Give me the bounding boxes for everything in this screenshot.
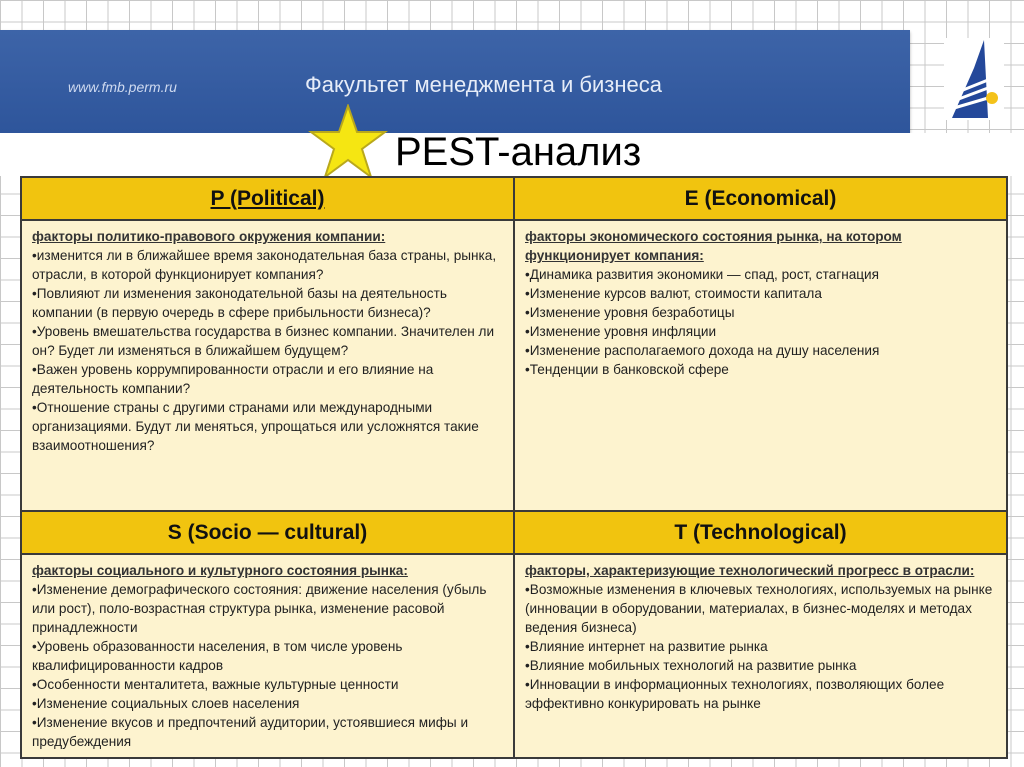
socio-cultural-heading <box>21 511 514 554</box>
list-item: •Тенденции в банковской сфере <box>525 362 729 377</box>
star-icon <box>308 104 388 180</box>
faculty-name: Факультет менеджмента и бизнеса <box>305 72 662 97</box>
page-title: PEST-анализ <box>395 130 642 174</box>
political-lead: факторы политико-правового окружения компании: <box>32 229 386 244</box>
socio-lead: факторы социального и культурного состояния рынка: <box>32 563 408 578</box>
technological-heading <box>514 511 1007 554</box>
economical-cell <box>514 220 1007 511</box>
list-item: •Изменение курсов валют, стоимости капитала <box>525 286 822 301</box>
site-url: www.fmb.perm.ru <box>68 79 177 95</box>
list-item: •изменится ли в ближайшее время законодательная база страны, рынка, отрасли, в которой функционирует компания? <box>32 248 497 282</box>
list-item: •Особенности менталитета, важные культурные ценности <box>32 677 399 692</box>
list-item: •Изменение располагаемого дохода на душу населения <box>525 343 880 358</box>
list-item: •Изменение демографического состояния: движение населения (убыль или рост), поло-возрастная структура рынка, изменение расовой принадлежности <box>32 582 487 635</box>
tech-lead: факторы, характеризующие технологический прогресс в отрасли: <box>525 563 975 578</box>
list-item: •Уровень образованности населения, в том числе уровень квалифицированности кадров <box>32 639 403 673</box>
pest-table <box>20 176 1008 759</box>
list-item: •Инновации в информационных технологиях, позволяющих более эффективно конкурировать на рынке <box>525 677 945 711</box>
political-heading <box>21 177 514 220</box>
socio-cultural-cell <box>21 554 514 758</box>
list-item: •Изменение уровня безработицы <box>525 305 735 320</box>
tech-heading-text: T (Technological) <box>674 520 847 544</box>
list-item: •Уровень вмешательства государства в бизнес компании. Значителен ли он? Будет ли изменяться в ближайшем будущем? <box>32 324 495 358</box>
list-item: •Изменение социальных слоев населения <box>32 696 300 711</box>
list-item: •Изменение вкусов и предпочтений аудитории, устоявшиеся мифы и предубеждения <box>32 715 469 749</box>
socio-heading-text: S (Socio — cultural) <box>167 520 368 544</box>
technological-cell <box>514 554 1007 758</box>
list-item: •Повлияют ли изменения законодательной базы на деятельность компании (в первую очередь в сфере прибыльности бизнеса)? <box>32 286 447 320</box>
list-item: •Изменение уровня инфляции <box>525 324 717 339</box>
economical-heading-text: E (Economical) <box>684 186 837 210</box>
list-item: •Влияние интернет на развитие рынка <box>525 639 768 654</box>
list-item: •Важен уровень коррумпированности отрасли и его влияние на деятельность компании? <box>32 362 434 396</box>
economical-lead: факторы экономического состояния рынка, на котором функционирует компания: <box>525 229 902 263</box>
list-item: •Отношение страны с другими странами или международными организациями. Будут ли меняться, упрощаться или усложнятся такие взаимоотношения? <box>32 400 479 453</box>
political-heading-text: P (Political) <box>210 186 325 210</box>
political-cell <box>21 220 514 511</box>
list-item: •Влияние мобильных технологий на развитие рынка <box>525 658 857 673</box>
list-item: •Возможные изменения в ключевых технологиях, используемых на рынке (инновации в оборудовании, материалах, в бизнес-моделях и методах ведения бизнеса) <box>525 582 993 635</box>
economical-heading <box>514 177 1007 220</box>
list-item: •Динамика развития экономики — спад, рост, стагнация <box>525 267 880 282</box>
university-logo <box>944 38 1004 120</box>
